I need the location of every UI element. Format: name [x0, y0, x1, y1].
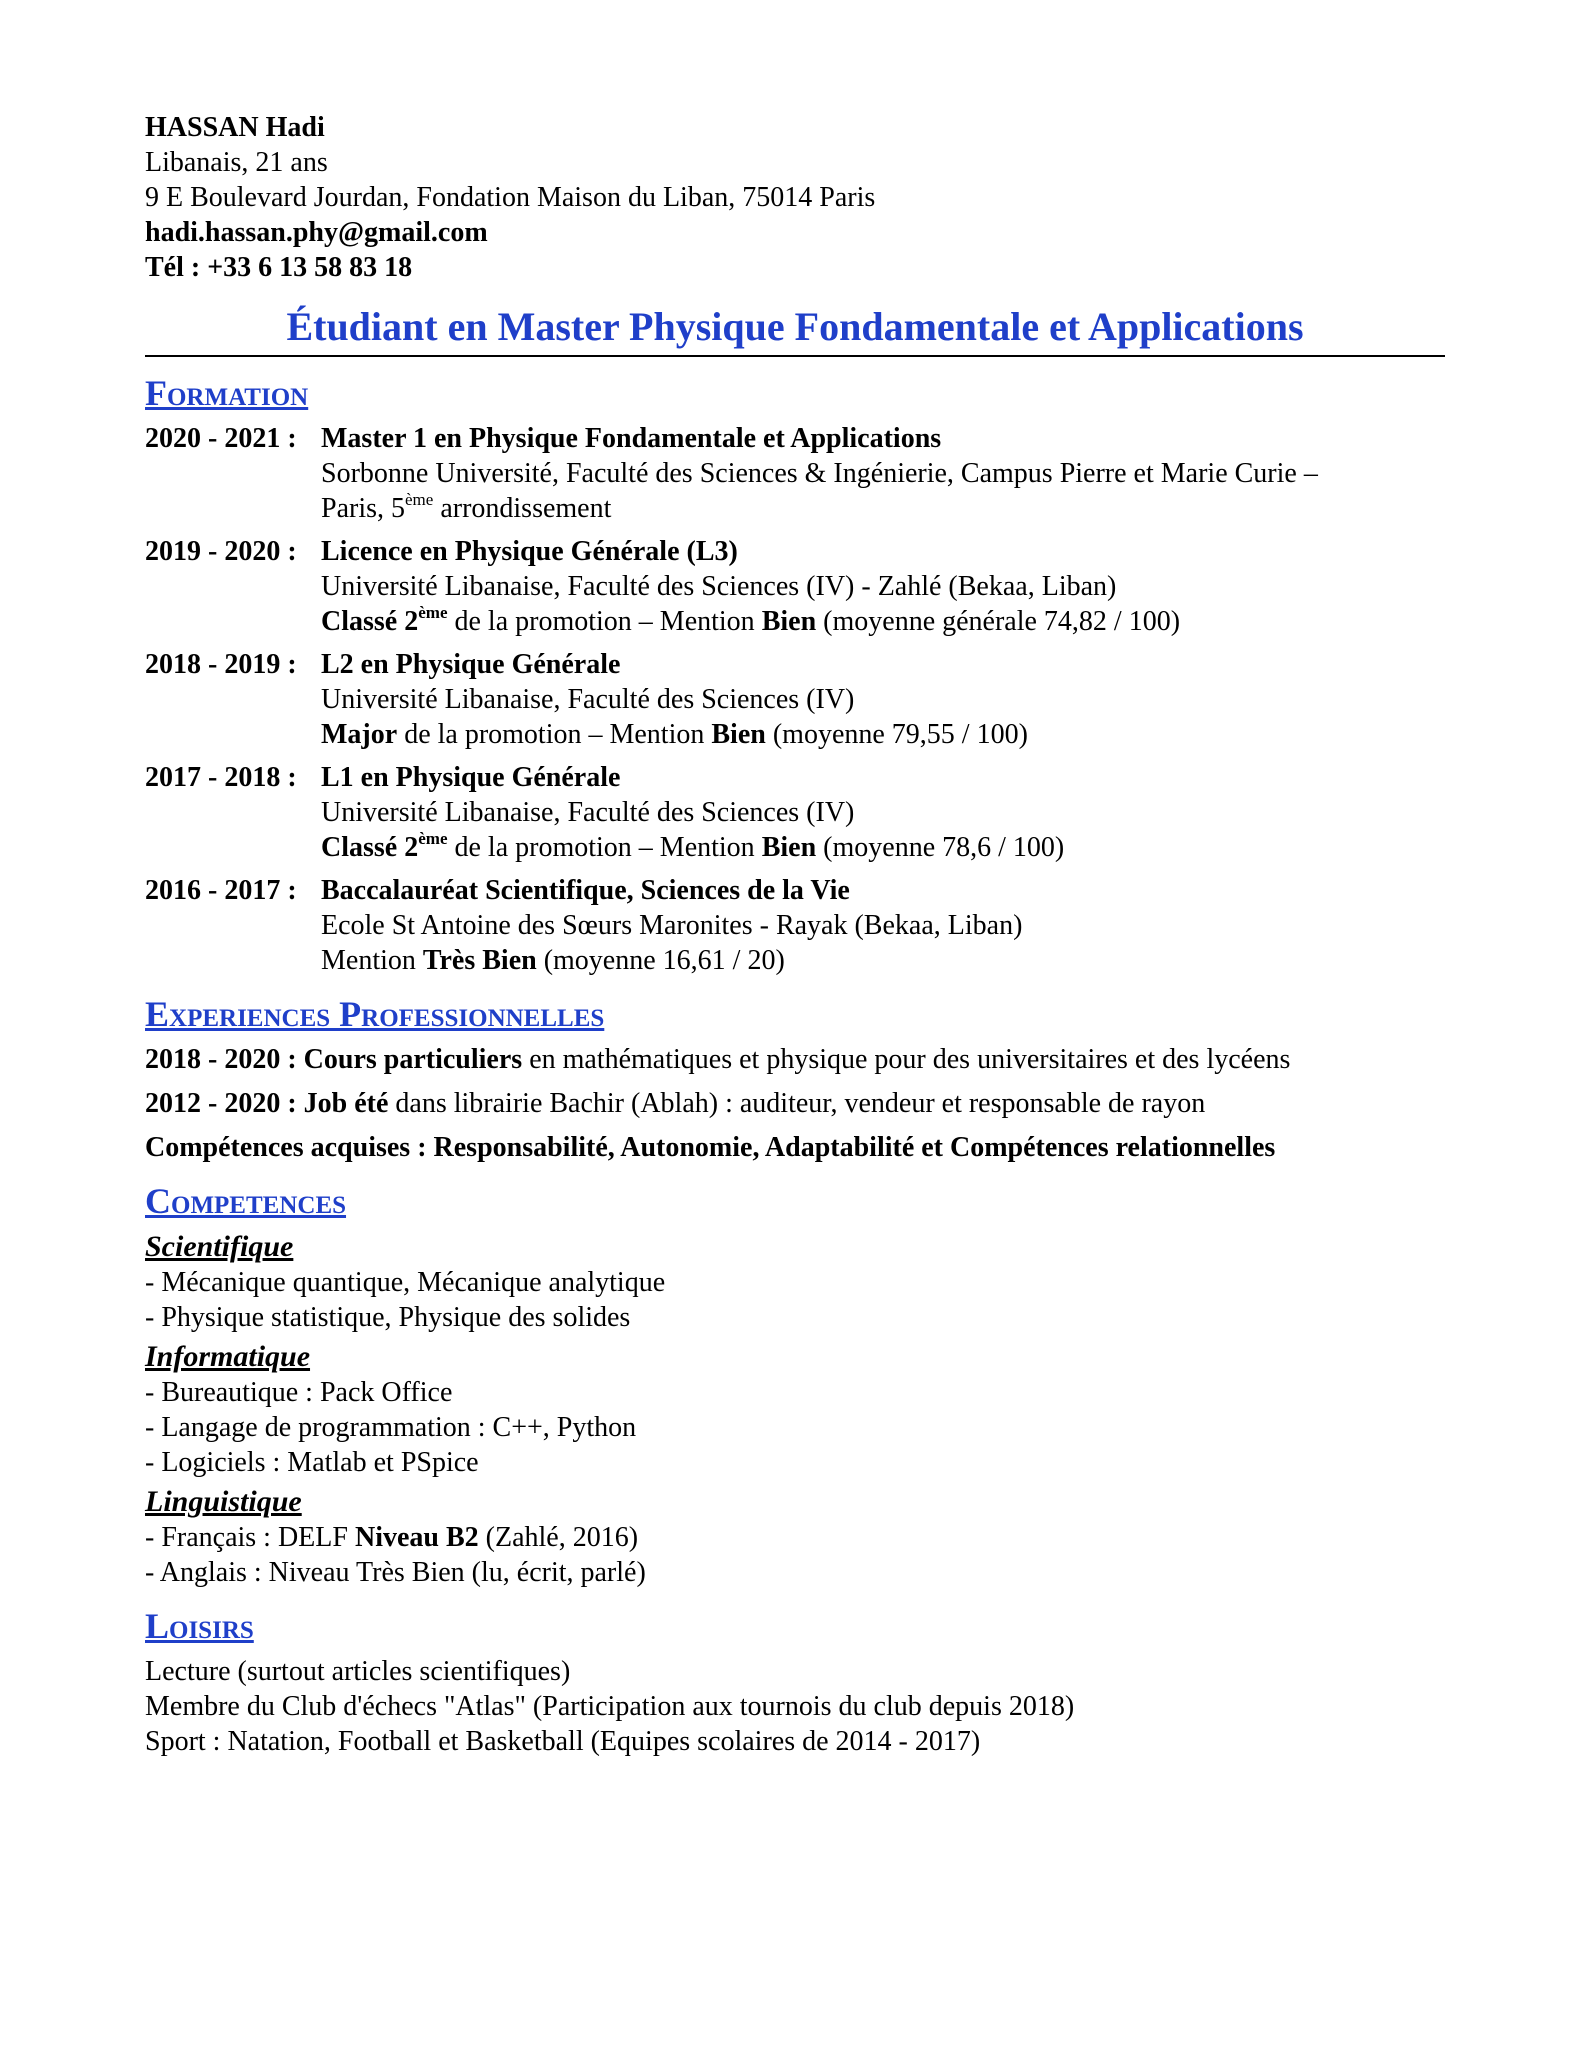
subsection-scientifique: Scientifique: [145, 1230, 294, 1263]
entry-degree: Master 1 en Physique Fondamentale et Applications: [321, 423, 942, 454]
formation-entry-master: [145, 421, 1445, 526]
entry-date: 2017 - 2018 :: [145, 762, 297, 793]
page-title: Étudiant en Master Physique Fondamentale et Applications: [286, 304, 1304, 349]
formation-entry-l2: [145, 647, 1445, 752]
entry-institution: Université Libanaise, Faculté des Sciences (IV): [321, 797, 855, 828]
title-divider: [145, 355, 1445, 357]
entry-institution: Sorbonne Université, Faculté des Sciences & Ingénierie, Campus Pierre et Marie Curie –: [321, 458, 1318, 489]
section-competences-heading: Competences: [145, 1181, 347, 1221]
entry-institution: Université Libanaise, Faculté des Sciences (IV): [321, 684, 855, 715]
list-item: - Bureautique : Pack Office: [145, 1377, 453, 1408]
entry-date: 2019 - 2020 :: [145, 536, 297, 567]
subsection-informatique: Informatique: [145, 1340, 311, 1373]
cv-page: [145, 110, 1445, 1759]
list-item: - Anglais : Niveau Très Bien (lu, écrit, parlé): [145, 1557, 646, 1588]
acquired-skills: Compétences acquises : Responsabilité, Autonomie, Adaptabilité et Compétences relationnelles: [145, 1132, 1276, 1163]
formation-entry-l1: [145, 760, 1445, 865]
entry-date: 2018 - 2019 :: [145, 649, 297, 680]
formation-entry-bac: [145, 873, 1445, 978]
section-loisirs-heading: Loisirs: [145, 1606, 254, 1646]
entry-rank: Classé 2ème de la promotion – Mention Bien (moyenne 78,6 / 100): [321, 828, 1065, 863]
entry-degree: Baccalauréat Scientifique, Sciences de la Vie: [321, 875, 850, 906]
entry-date: 2016 - 2017 :: [145, 875, 297, 906]
nationality: Libanais, 21 ans: [145, 147, 328, 178]
formation-entry-l3: [145, 534, 1445, 639]
subsection-linguistique: Linguistique: [145, 1485, 302, 1518]
entry-degree: L2 en Physique Générale: [321, 649, 621, 680]
name: HASSAN Hadi: [145, 112, 325, 143]
entry-rank: Major de la promotion – Mention Bien (moyenne 79,55 / 100): [321, 719, 1028, 750]
header: [145, 110, 1445, 285]
list-item: Sport : Natation, Football et Basketball (Equipes scolaires de 2014 - 2017): [145, 1726, 981, 1757]
list-item: - Physique statistique, Physique des solides: [145, 1302, 631, 1333]
address: 9 E Boulevard Jourdan, Fondation Maison du Liban, 75014 Paris: [145, 182, 876, 213]
entry-rank: Mention Très Bien (moyenne 16,61 / 20): [321, 945, 785, 976]
list-item: Lecture (surtout articles scientifiques): [145, 1656, 571, 1687]
entry-institution: Ecole St Antoine des Sœurs Maronites - Rayak (Bekaa, Liban): [321, 910, 1023, 941]
email[interactable]: hadi.hassan.phy@gmail.com: [145, 217, 488, 248]
list-item: - Mécanique quantique, Mécanique analytique: [145, 1267, 666, 1298]
entry-degree: Licence en Physique Générale (L3): [321, 536, 738, 567]
experience-item: 2012 - 2020 : Job été dans librairie Bachir (Ablah) : auditeur, vendeur et responsable de rayon: [145, 1088, 1206, 1119]
entry-degree: L1 en Physique Générale: [321, 762, 621, 793]
list-item: - Français : DELF Niveau B2 (Zahlé, 2016): [145, 1522, 639, 1553]
phone: Tél : +33 6 13 58 83 18: [145, 252, 413, 283]
experience-item: 2018 - 2020 : Cours particuliers en mathématiques et physique pour des universitaires et des lycéens: [145, 1044, 1291, 1075]
list-item: Membre du Club d'échecs "Atlas" (Participation aux tournois du club depuis 2018): [145, 1691, 1075, 1722]
entry-institution: Université Libanaise, Faculté des Sciences (IV) - Zahlé (Bekaa, Liban): [321, 571, 1117, 602]
list-item: - Logiciels : Matlab et PSpice: [145, 1447, 479, 1478]
section-formation-heading: Formation: [145, 373, 309, 413]
entry-rank: Classé 2ème de la promotion – Mention Bien (moyenne générale 74,82 / 100): [321, 602, 1181, 637]
list-item: - Langage de programmation : C++, Python: [145, 1412, 637, 1443]
entry-date: 2020 - 2021 :: [145, 423, 297, 454]
section-experiences-heading: Experiences Professionnelles: [145, 994, 605, 1034]
entry-location: Paris, 5ème arrondissement: [321, 489, 612, 524]
